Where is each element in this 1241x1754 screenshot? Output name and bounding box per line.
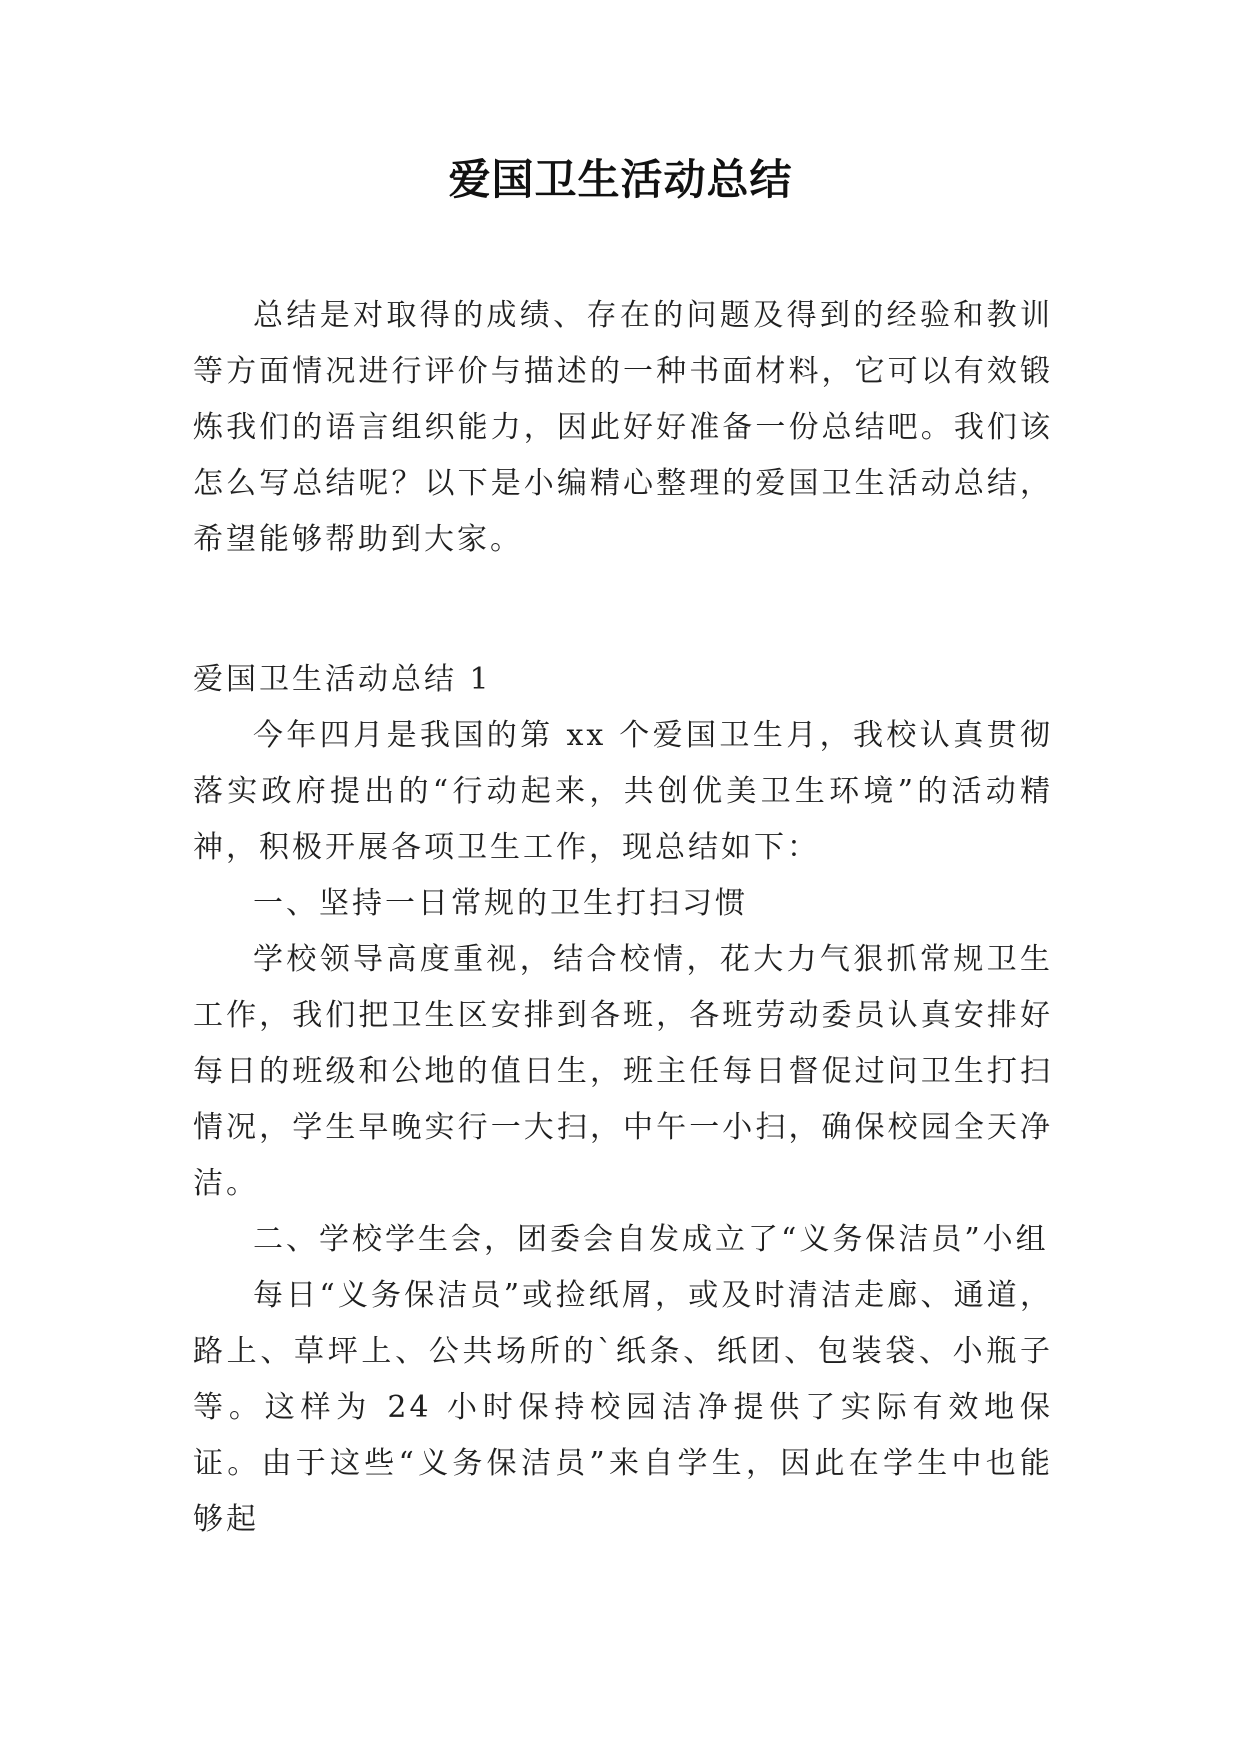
subheading-2: 二、学校学生会，团委会自发成立了“义务保洁员”小组 — [253, 1222, 1049, 1257]
body-paragraph-1: 今年四月是我国的第 xx 个爱国卫生月，我校认真贯彻落实政府提出的“行动起来，共创优美卫生环境”的活动精神，积极开展各项卫生工作，现总结如下： — [193, 718, 1053, 865]
body-paragraph-3: 每日“义务保洁员”或捡纸屑，或及时清洁走廊、通道，路上、草坪上、公共场所的`纸条、纸团、包装袋、小瓶子等。这样为 24 小时保持校园洁净提供了实际有效地保证。由于这些“义务保洁员”来自学生，因此在学生中也能够起 — [193, 1278, 1053, 1537]
section-spacer — [193, 568, 1053, 652]
body-paragraph-2: 学校领导高度重视，结合校情，花大力气狠抓常规卫生工作，我们把卫生区安排到各班，各班劳动委员认真安排好每日的班级和公地的值日生，班主任每日督促过问卫生打扫情况，学生早晚实行一大扫，中午一小扫，确保校园全天净洁。 — [193, 942, 1053, 1201]
subheading-1: 一、坚持一日常规的卫生打扫习惯 — [253, 886, 748, 921]
intro-paragraph: 总结是对取得的成绩、存在的问题及得到的经验和教训等方面情况进行评价与描述的一种书面材料，它可以有效锻炼我们的语言组织能力，因此好好准备一份总结吧。我们该怎么写总结呢？以下是小编精心整理的爱国卫生活动总结，希望能够帮助到大家。 — [193, 298, 1053, 557]
document-body — [193, 288, 1053, 1548]
section-heading: 爱国卫生活动总结 1 — [193, 662, 492, 697]
document-title: 爱国卫生活动总结 — [448, 155, 793, 204]
